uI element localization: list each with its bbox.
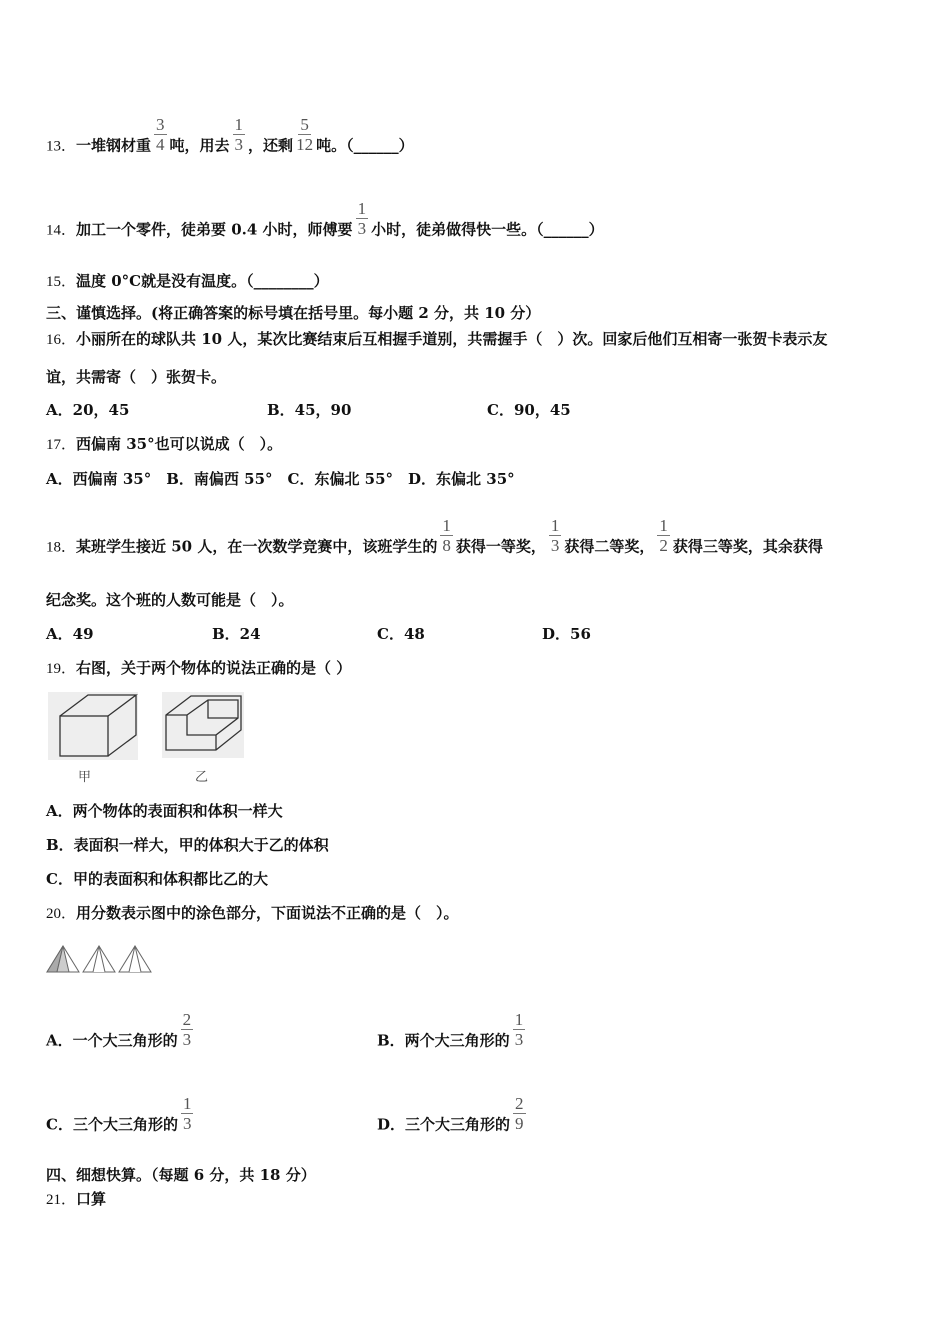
- question-21: [46, 1189, 106, 1210]
- text: B．两个大三角形的: [377, 1031, 510, 1050]
- text: 西偏南 35°也可以说成（ ）。: [76, 435, 283, 453]
- numerator: 2: [515, 1094, 524, 1113]
- denominator: 4: [156, 135, 165, 154]
- text: D．三个大三角形的: [377, 1115, 511, 1134]
- text: 吨。（______）: [316, 136, 414, 155]
- option-b: [377, 1010, 528, 1061]
- text: 口算: [76, 1190, 107, 1208]
- option-d: [377, 1094, 529, 1145]
- text: 获得一等奖，: [455, 537, 546, 556]
- text: A．一个大三角形的: [46, 1031, 178, 1050]
- question-number: 17．: [46, 437, 77, 453]
- option-b: B．表面积一样大，甲的体积大于乙的体积: [46, 836, 329, 854]
- text: 获得三等奖，其余获得: [672, 537, 823, 556]
- numerator: 5: [300, 115, 309, 134]
- figure-label-yi: 乙: [195, 770, 209, 785]
- question-number: 16．: [46, 332, 77, 348]
- option-c: [46, 1094, 196, 1145]
- triangle: [119, 946, 151, 972]
- text: C．三个大三角形的: [46, 1115, 178, 1134]
- numerator: 1: [659, 516, 668, 535]
- denominator: 3: [234, 135, 244, 154]
- question-17-options: A．西偏南 35° B．南偏西 55° C．东偏北 55° D．东偏北 35°: [46, 470, 515, 488]
- option-a: [46, 1010, 196, 1061]
- denominator: 3: [357, 219, 367, 238]
- option-b: B．45，90: [267, 401, 352, 419]
- text: 温度 0°C就是没有温度。（________）: [76, 272, 329, 290]
- denominator: 9: [515, 1114, 524, 1133]
- denominator: 12: [296, 135, 314, 154]
- numerator: 1: [514, 1010, 524, 1029]
- fraction: [181, 1094, 194, 1133]
- section-3-heading: 三、谨慎选择。(将正确答案的标号填在括号里。每小题 2 分，共 10 分）: [46, 304, 541, 322]
- option-c: C．甲的表面积和体积都比乙的大: [46, 870, 268, 888]
- question-18-cont: 纪念奖。这个班的人数可能是（ ）。: [46, 591, 294, 609]
- option-c: C．48: [377, 625, 425, 643]
- numerator: 2: [182, 1010, 192, 1029]
- numerator: 1: [442, 516, 451, 535]
- text: 小丽所在的球队共 10 人，某次比赛结束后互相握手道别，共需握手（ ）次。回家后他们互相寄一张贺卡表示友: [76, 330, 828, 348]
- numerator: 3: [156, 115, 165, 134]
- option-b: B．24: [212, 625, 261, 643]
- numerator: 1: [550, 516, 560, 535]
- question-number: 13．: [46, 138, 77, 155]
- fraction: [296, 115, 313, 154]
- question-number: 15．: [46, 274, 77, 290]
- option-a: A．两个物体的表面积和体积一样大: [46, 802, 283, 820]
- denominator: 3: [514, 1030, 524, 1049]
- option-d: D．56: [542, 625, 591, 643]
- text: 获得二等奖，: [564, 537, 655, 556]
- fraction: [549, 516, 562, 555]
- text: 右图，关于两个物体的说法正确的是（ ）: [76, 659, 352, 677]
- denominator: 3: [182, 1114, 192, 1133]
- text: 小时，徒弟做得快一些。（______）: [371, 220, 604, 239]
- question-19: [46, 658, 351, 679]
- question-number: 18．: [46, 539, 77, 556]
- text: 一堆钢材重: [76, 136, 152, 155]
- figure-label-jia: 甲: [78, 770, 92, 785]
- figure-background: [48, 692, 138, 760]
- text: 吨，用去: [169, 136, 230, 155]
- numerator: 1: [182, 1094, 192, 1113]
- fraction: [181, 1010, 194, 1049]
- question-14: [46, 199, 604, 250]
- figure-background: [162, 692, 244, 758]
- fraction: [233, 115, 246, 154]
- text: 用分数表示图中的涂色部分，下面说法不正确的是（ ）。: [76, 904, 459, 922]
- option-a: A．49: [46, 625, 94, 643]
- solid-figures-image: [48, 690, 248, 762]
- triangle: [83, 946, 115, 972]
- option-a: A．20，45: [46, 401, 130, 419]
- denominator: 3: [182, 1030, 192, 1049]
- text: 某班学生接近 50 人，在一次数学竞赛中，该班学生的: [76, 537, 438, 556]
- fraction: [440, 516, 453, 555]
- fraction: [657, 516, 670, 555]
- fraction: [356, 199, 369, 238]
- denominator: 2: [659, 536, 668, 555]
- question-number: 21．: [46, 1192, 77, 1208]
- denominator: 3: [550, 536, 560, 555]
- question-17: [46, 434, 282, 455]
- question-18: [46, 516, 823, 567]
- fraction: [513, 1094, 526, 1133]
- question-15: [46, 271, 329, 292]
- question-number: 14．: [46, 222, 77, 239]
- section-4-heading: 四、细想快算。（每题 6 分，共 18 分）: [46, 1166, 316, 1184]
- question-20: [46, 903, 459, 924]
- question-16-cont: 谊，共需寄（ ）张贺卡。: [46, 368, 227, 386]
- numerator: 1: [357, 199, 367, 218]
- shaded-triangle: [47, 946, 79, 972]
- question-number: 20．: [46, 906, 77, 922]
- text: ，还剩: [248, 136, 294, 155]
- triangles-image: [45, 944, 155, 974]
- option-c: C．90，45: [487, 401, 571, 419]
- fraction: [154, 115, 167, 154]
- question-13: [46, 115, 414, 166]
- denominator: 8: [442, 536, 451, 555]
- numerator: 1: [234, 115, 244, 134]
- text: 加工一个零件，徒弟要 0.4 小时，师傅要: [76, 220, 353, 239]
- fraction: [513, 1010, 526, 1049]
- question-16: [46, 329, 827, 350]
- question-number: 19．: [46, 661, 77, 677]
